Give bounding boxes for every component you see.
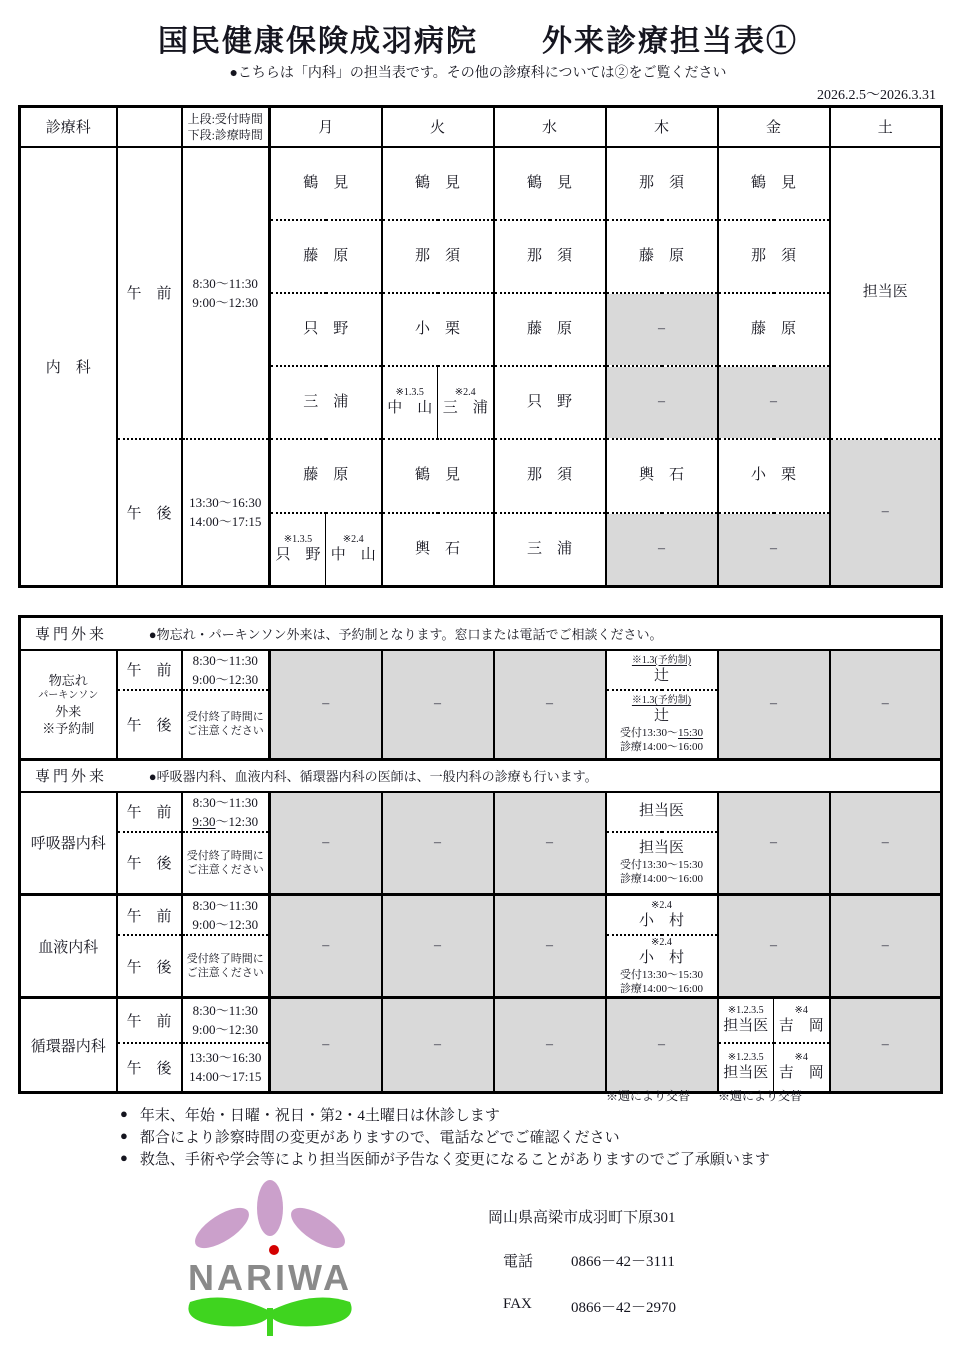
reservation-note: ※1.3(予約制) xyxy=(631,695,692,707)
senmon-schedule-table xyxy=(18,615,943,1094)
pm-label: 午 後 xyxy=(117,439,182,587)
doctor-name: 小 村 xyxy=(638,950,684,966)
am-time1: 8:30～11:30 xyxy=(192,898,258,913)
pm-label: 午 後 xyxy=(117,832,182,895)
cell-ketsueki-sat-closed: – xyxy=(830,895,942,998)
header-day-wed: 水 xyxy=(494,107,606,147)
section-note-2: ●呼吸器内科、血液内科、循環器内科の医師は、一般内科の診療も行います。 xyxy=(148,769,598,785)
week-note: ※1.3.5 xyxy=(283,534,313,546)
doctor-name: 辻 xyxy=(653,667,669,684)
am-time1: 8:30～11:30 xyxy=(192,652,258,668)
cell-mono-thu-am xyxy=(606,650,718,690)
doctor-name: 中 山 xyxy=(330,547,376,564)
doctor-name: 吉 岡 xyxy=(778,1018,824,1035)
dept-line: 物忘れ xyxy=(48,672,88,688)
cell-kokyuki-fri-closed: – xyxy=(718,792,830,895)
page-title: 国民健康保険成羽病院 外来診療担当表① xyxy=(158,25,798,58)
doctor-name: 小 村 xyxy=(638,913,684,929)
header-day-thu: 木 xyxy=(606,107,718,147)
section-label: 専門外来 xyxy=(35,769,108,786)
pm-times xyxy=(182,1043,270,1093)
note-text: 都合により診察時間の変更がありますので、電話などでご確認ください xyxy=(139,1129,620,1146)
am-time2: 9:00～12:30 xyxy=(192,1022,259,1038)
cell-pm1-fri: 小 栗 xyxy=(718,439,830,513)
header-day-tue: 火 xyxy=(382,107,494,147)
reception-time-pre: 受付13:30～ xyxy=(619,727,678,740)
am-time1: 8:30～11:30 xyxy=(192,275,258,291)
cell-mono-fri-closed: – xyxy=(718,650,830,760)
bullet-icon: ● xyxy=(120,1128,128,1143)
am-label: 午 前 xyxy=(117,792,182,832)
cell-junkanki-fri-pm-right xyxy=(774,1043,830,1093)
cell-pm2-mon-left xyxy=(270,513,326,587)
week-note: ※4 xyxy=(794,1052,808,1064)
section-label: 専門外来 xyxy=(35,626,108,643)
pm-label: 午 後 xyxy=(117,690,182,760)
pm-time1: 13:30～16:30 xyxy=(189,495,262,511)
cell-kokyuki-wed-closed: – xyxy=(494,792,606,895)
fax-row xyxy=(503,1296,676,1317)
week-note: ※2.4 xyxy=(342,534,364,546)
cell-pm1-wed: 那 須 xyxy=(494,439,606,513)
note-row xyxy=(120,1125,770,1147)
cell-ketsueki-fri-closed: – xyxy=(718,895,830,998)
cell-pm2-mon-right xyxy=(326,513,382,587)
note-text: 年末、年始・日曜・祝日・第2・4土曜日は休診します xyxy=(139,1107,500,1124)
pm-note xyxy=(182,690,270,760)
footer-notes xyxy=(120,1103,770,1169)
am-times xyxy=(182,792,270,832)
week-note: ※4 xyxy=(794,1005,808,1017)
cell-ketsueki-thu-pm xyxy=(606,935,718,998)
cell-am4-tue-left xyxy=(382,366,438,439)
pm-label: 午 後 xyxy=(117,935,182,998)
dept-line: パーキンソン xyxy=(38,689,99,701)
doctor-name: 担当医 xyxy=(638,840,684,857)
pm-time2: 14:00～17:15 xyxy=(189,514,262,530)
dept-ketsueki: 血液内科 xyxy=(20,895,117,998)
pm-note-line1: 受付終了時間に xyxy=(186,711,264,724)
logo-leaf-left xyxy=(188,1298,268,1327)
cell-pm1-mon: 藤 原 xyxy=(270,439,382,513)
logo-stem xyxy=(267,1308,273,1336)
logo-red-dot xyxy=(269,1245,279,1255)
section-header-1 xyxy=(20,617,942,650)
cell-mono-wed-closed: – xyxy=(494,650,606,760)
am-time2: 9:00～12:30 xyxy=(192,671,259,687)
hospital-address: 岡山県高梁市成羽町下原301 xyxy=(488,1210,676,1226)
doctor-name: 只 野 xyxy=(275,547,321,564)
doctor-name: 辻 xyxy=(653,708,669,725)
section-note-1: ●物忘れ・パーキンソン外来は、予約制となります。窓口または電話でご相談ください。 xyxy=(148,626,663,642)
pm-note-line2: ご注意ください xyxy=(186,863,264,876)
cell-junkanki-mon-closed: – xyxy=(270,998,382,1093)
time-note-line1: 上段:受付時間 xyxy=(187,111,263,126)
bullet-icon: ● xyxy=(120,1150,128,1165)
cell-am2-wed: 那 須 xyxy=(494,220,606,293)
page-subtitle: ●こちらは「内科」の担当表です。その他の診療科については②をご覧ください xyxy=(229,66,727,81)
am-label: 午 前 xyxy=(117,147,182,439)
cell-pm1-thu: 輿 石 xyxy=(606,439,718,513)
logo-leaf-right xyxy=(272,1298,352,1327)
logo-petal-right xyxy=(285,1200,351,1256)
week-note: ※1.3.5 xyxy=(395,387,424,398)
fax-number: 0866－42－2970 xyxy=(571,1300,677,1316)
dept-monowasure xyxy=(20,650,117,760)
cell-kokyuki-thu-pm xyxy=(606,832,718,895)
cell-junkanki-fri-am-left xyxy=(718,998,774,1043)
time-note-line2: 下段:診療時間 xyxy=(187,127,263,142)
cell-am3-wed: 藤 原 xyxy=(494,293,606,366)
cell-am1-tue: 鶴 見 xyxy=(382,147,494,220)
header-day-fri: 金 xyxy=(718,107,830,147)
cell-ketsueki-tue-closed: – xyxy=(382,895,494,998)
cell-am1-wed: 鶴 見 xyxy=(494,147,606,220)
week-note: ※1.2.3.5 xyxy=(727,1052,764,1064)
dept-naika: 内 科 xyxy=(20,147,117,587)
cell-am4-fri-closed: – xyxy=(718,366,830,439)
pm-note-line1: 受付終了時間に xyxy=(186,953,264,965)
section-header-2 xyxy=(20,760,942,792)
week-note: ※2.4 xyxy=(454,387,476,398)
am-times xyxy=(182,998,270,1043)
doctor-name: 中 山 xyxy=(387,400,433,416)
naika-schedule-table xyxy=(18,105,943,588)
phone-row xyxy=(503,1250,675,1271)
doctor-name: 三 浦 xyxy=(442,400,488,416)
cell-am2-thu: 藤 原 xyxy=(606,220,718,293)
reception-time-underlined: 15:30 xyxy=(678,727,704,740)
cell-mono-sat-closed: – xyxy=(830,650,942,760)
consult-time: 診療14:00～16:00 xyxy=(619,873,704,886)
logo-wordmark: NARIWA xyxy=(188,1257,352,1298)
cell-kokyuki-tue-closed: – xyxy=(382,792,494,895)
dept-junkanki: 循環器内科 xyxy=(20,998,117,1093)
cell-am1-thu: 那 須 xyxy=(606,147,718,220)
cell-am2-tue: 那 須 xyxy=(382,220,494,293)
dept-kokyuki: 呼吸器内科 xyxy=(20,792,117,895)
cell-junkanki-tue-closed: – xyxy=(382,998,494,1093)
cell-am3-thu-closed: – xyxy=(606,293,718,366)
cell-am4-mon: 三 浦 xyxy=(270,366,382,439)
doctor-name: 吉 岡 xyxy=(778,1065,824,1082)
pm-label: 午 後 xyxy=(117,1043,182,1093)
am-time2-rest: ～12:30 xyxy=(215,813,259,829)
pm-note-line2: ご注意ください xyxy=(186,725,264,738)
consult-time: 診療14:00～16:00 xyxy=(619,741,704,754)
cell-pm2-tue: 輿 石 xyxy=(382,513,494,587)
phone-label: 電話 xyxy=(503,1254,534,1270)
cell-junkanki-wed-closed: – xyxy=(494,998,606,1093)
cell-junkanki-sat-closed: – xyxy=(830,998,942,1093)
pm-note-line2: ご注意ください xyxy=(186,967,264,979)
cell-pm1-tue: 鶴 見 xyxy=(382,439,494,513)
reception-time: 受付13:30～15:30 xyxy=(619,859,704,872)
am-label: 午 前 xyxy=(117,650,182,690)
cell-am2-mon: 藤 原 xyxy=(270,220,382,293)
cell-am3-mon: 只 野 xyxy=(270,293,382,366)
am-times xyxy=(182,650,270,690)
pm-time2: 14:00～17:15 xyxy=(189,1069,262,1085)
logo-petal-left xyxy=(189,1200,255,1256)
cell-am3-fri: 藤 原 xyxy=(718,293,830,366)
pm-note xyxy=(182,832,270,895)
header-time-note xyxy=(182,107,270,147)
note-row xyxy=(120,1103,770,1125)
cell-am3-tue: 小 栗 xyxy=(382,293,494,366)
pm-note xyxy=(182,935,270,998)
am-time2-underlined: 9:30 xyxy=(192,813,216,829)
doctor-name: 担当医 xyxy=(723,1018,769,1035)
cell-ketsueki-thu-am xyxy=(606,895,718,936)
cell-kokyuki-thu-am: 担当医 xyxy=(606,792,718,832)
dept-line: 外来 xyxy=(55,703,82,719)
am-time2: 9:00～12:30 xyxy=(192,917,259,932)
bullet-icon: ● xyxy=(120,1106,128,1121)
rotation-note-thu: ※週により交替 xyxy=(606,1089,691,1103)
week-note: ※2.4 xyxy=(651,900,672,911)
cell-am4-tue-right xyxy=(438,366,494,439)
am-time2 xyxy=(183,812,269,831)
cell-am-sat: 担当医 xyxy=(830,147,942,439)
cell-kokyuki-mon-closed: – xyxy=(270,792,382,895)
header-day-mon: 月 xyxy=(270,107,382,147)
cell-pm-sat-closed: – xyxy=(830,439,942,587)
am-time1: 8:30～11:30 xyxy=(192,1003,258,1019)
cell-am1-fri: 鶴 見 xyxy=(718,147,830,220)
doctor-name: 担当医 xyxy=(723,1065,769,1082)
nariwa-logo xyxy=(165,1178,375,1338)
fax-label: FAX xyxy=(503,1296,532,1312)
am-label: 午 前 xyxy=(117,998,182,1043)
am-time1: 8:30～11:30 xyxy=(192,794,258,810)
reception-time: 受付13:30～15:30 xyxy=(619,969,704,981)
am-times xyxy=(182,147,270,439)
valid-date-range: 2026.2.5～2026.3.31 xyxy=(817,88,936,103)
am-times xyxy=(182,895,270,936)
cell-am4-wed: 只 野 xyxy=(494,366,606,439)
cell-mono-thu-pm xyxy=(606,690,718,760)
cell-pm2-wed: 三 浦 xyxy=(494,513,606,587)
cell-junkanki-fri-am-right xyxy=(774,998,830,1043)
header-day-sat: 土 xyxy=(830,107,942,147)
pm-note-line1: 受付終了時間に xyxy=(186,849,264,862)
cell-am1-mon: 鶴 見 xyxy=(270,147,382,220)
note-row xyxy=(120,1147,770,1169)
header-ampm-blank xyxy=(117,107,182,147)
week-note: ※2.4 xyxy=(651,937,672,948)
cell-junkanki-fri-pm-left xyxy=(718,1043,774,1093)
cell-am2-fri: 那 須 xyxy=(718,220,830,293)
cell-am4-thu-closed: – xyxy=(606,366,718,439)
cell-ketsueki-mon-closed: – xyxy=(270,895,382,998)
phone-number: 0866－42－3111 xyxy=(571,1254,675,1270)
reception-time xyxy=(607,726,717,740)
cell-kokyuki-sat-closed: – xyxy=(830,792,942,895)
rotation-note-fri: ※週により交替 xyxy=(718,1089,803,1103)
cell-mono-tue-closed: – xyxy=(382,650,494,760)
header-dept: 診療科 xyxy=(45,120,91,137)
consult-time: 診療14:00～16:00 xyxy=(619,983,704,995)
cell-pm2-thu-closed: – xyxy=(606,513,718,587)
cell-junkanki-thu-closed: – xyxy=(606,998,718,1093)
logo-petal-center xyxy=(257,1180,283,1236)
cell-ketsueki-wed-closed: – xyxy=(494,895,606,998)
dept-line: ※予約制 xyxy=(42,720,95,736)
week-note: ※1.2.3.5 xyxy=(727,1005,764,1017)
cell-mono-mon-closed: – xyxy=(270,650,382,760)
reservation-note: ※1.3(予約制) xyxy=(631,654,692,666)
am-label: 午 前 xyxy=(117,895,182,936)
pm-times xyxy=(182,439,270,587)
cell-pm2-fri-closed: – xyxy=(718,513,830,587)
note-text: 救急、手術や学会等により担当医師が予告なく変更になることがありますのでご了承願います xyxy=(139,1151,770,1168)
pm-time1: 13:30～16:30 xyxy=(189,1050,262,1066)
am-time2: 9:00～12:30 xyxy=(192,294,259,310)
